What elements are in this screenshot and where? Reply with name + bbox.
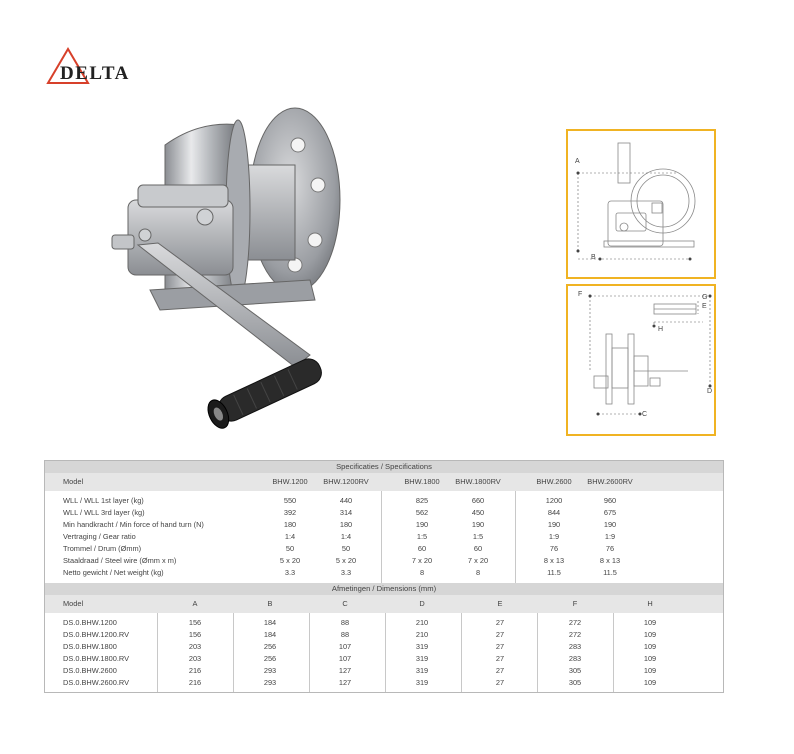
side-view-diagram	[566, 129, 716, 279]
spec-cell: 7 x 20	[467, 556, 489, 565]
logo-text: DELTA	[60, 63, 130, 84]
dimension-cell: 305	[568, 678, 582, 687]
dimension-cell: 88	[340, 618, 350, 627]
dim-header: B	[267, 599, 273, 608]
dim-header: A	[192, 599, 198, 608]
dimension-cell: 256	[263, 642, 277, 651]
spec-cell: 562	[415, 508, 429, 517]
spec-row	[45, 495, 723, 507]
spec-cell: 50	[285, 544, 295, 553]
spec-row	[45, 531, 723, 543]
dimension-cell: 319	[415, 666, 429, 675]
dimension-cell: 210	[415, 630, 429, 639]
specs-header-row	[45, 473, 723, 491]
spec-cell: 180	[283, 520, 297, 529]
dimension-cell: 293	[263, 678, 277, 687]
diagram-label-a: A	[575, 158, 580, 165]
specs-title: Specificaties / Specifications	[45, 461, 723, 473]
specs-model-header: BHW.2600	[536, 477, 572, 486]
spec-cell: 825	[415, 496, 429, 505]
spec-cell: 392	[283, 508, 297, 517]
spec-cell: 960	[603, 496, 617, 505]
diagram-label-h: H	[658, 326, 664, 333]
spec-cell: 1:9	[604, 532, 616, 541]
spec-cell: 1200	[545, 496, 563, 505]
dimension-cell: 156	[188, 618, 202, 627]
dimension-row	[45, 629, 723, 641]
spec-cell: 190	[471, 520, 485, 529]
spec-row	[45, 519, 723, 531]
spec-cell: 11.5	[603, 568, 617, 577]
dim-header: H	[647, 599, 653, 608]
diagram-label-d: D	[707, 388, 713, 395]
spec-row-label: Min handkracht / Min force of hand turn (N)	[63, 520, 204, 529]
spec-row-label: WLL / WLL 3rd layer (kg)	[63, 508, 145, 517]
dimension-cell: 88	[340, 630, 350, 639]
spec-row	[45, 567, 723, 579]
dimension-cell: 272	[568, 618, 582, 627]
spec-row-label: Vertraging / Gear ratio	[63, 532, 136, 541]
spec-cell: 190	[603, 520, 617, 529]
dimension-cell: 109	[643, 642, 657, 651]
dimension-cell: 319	[415, 642, 429, 651]
spec-row-label: Netto gewicht / Net weight (kg)	[63, 568, 164, 577]
dimension-cell: 156	[188, 630, 202, 639]
spec-cell: 76	[549, 544, 559, 553]
spec-cell: 660	[471, 496, 485, 505]
spec-cell: 190	[415, 520, 429, 529]
dimension-cell: 319	[415, 654, 429, 663]
dimension-row	[45, 653, 723, 665]
spec-cell: 3.3	[340, 568, 352, 577]
spec-cell: 60	[417, 544, 427, 553]
dimension-cell: 109	[643, 666, 657, 675]
spec-cell: 5 x 20	[335, 556, 357, 565]
dim-header: D	[419, 599, 425, 608]
diagram-label-c: C	[642, 411, 648, 418]
dimension-cell: 109	[643, 618, 657, 627]
dimension-model: DS.0.BHW.1800	[63, 642, 117, 651]
dimension-cell: 283	[568, 654, 582, 663]
spec-cell: 5 x 20	[279, 556, 301, 565]
dimensions-rows	[45, 613, 723, 692]
spec-cell: 3.3	[284, 568, 296, 577]
dimension-model: DS.0.BHW.1800.RV	[63, 654, 129, 663]
dimension-cell: 27	[495, 654, 505, 663]
spec-cell: 50	[341, 544, 351, 553]
dimension-cell: 27	[495, 618, 505, 627]
spec-cell: 844	[547, 508, 561, 517]
spec-table	[44, 460, 724, 693]
spec-row-label: Staaldraad / Steel wire (Ømm x m)	[63, 556, 177, 565]
dimension-cell: 283	[568, 642, 582, 651]
dimension-cell: 203	[188, 642, 202, 651]
dimensions-title: Afmetingen / Dimensions (mm)	[45, 583, 723, 595]
dimension-row	[45, 677, 723, 689]
dimension-cell: 216	[188, 666, 202, 675]
specs-rows	[45, 491, 723, 583]
spec-row	[45, 555, 723, 567]
dim-header: E	[497, 599, 503, 608]
spec-cell: 7 x 20	[411, 556, 433, 565]
dimension-cell: 109	[643, 678, 657, 687]
spec-cell: 190	[547, 520, 561, 529]
dimension-model: DS.0.BHW.1200	[63, 618, 117, 627]
dim-header-model: Model	[63, 599, 84, 608]
dimension-cell: 184	[263, 618, 277, 627]
diagram-label-g: G	[702, 294, 708, 301]
dimensions-header-row	[45, 595, 723, 613]
spec-cell: 1:5	[472, 532, 484, 541]
dimension-cell: 27	[495, 630, 505, 639]
spec-cell: 314	[339, 508, 353, 517]
specs-model-header: BHW.1200RV	[323, 477, 369, 486]
dimension-row	[45, 665, 723, 677]
dimension-cell: 109	[643, 630, 657, 639]
spec-cell: 8 x 13	[599, 556, 621, 565]
spec-cell: 675	[603, 508, 617, 517]
spec-row-label: WLL / WLL 1st layer (kg)	[63, 496, 144, 505]
spec-cell: 550	[283, 496, 297, 505]
spec-cell: 1:9	[548, 532, 560, 541]
diagram-label-b: B	[591, 254, 596, 261]
dimension-cell: 109	[643, 654, 657, 663]
spec-cell: 180	[339, 520, 353, 529]
dimension-cell: 216	[188, 678, 202, 687]
spec-cell: 450	[471, 508, 485, 517]
specs-model-header: BHW.1800	[404, 477, 440, 486]
spec-cell: 8 x 13	[543, 556, 565, 565]
spec-cell: 8	[475, 568, 481, 577]
dimension-cell: 293	[263, 666, 277, 675]
dimension-cell: 27	[495, 666, 505, 675]
dimension-cell: 210	[415, 618, 429, 627]
dimension-cell: 27	[495, 678, 505, 687]
spec-cell: 440	[339, 496, 353, 505]
spec-cell: 8	[419, 568, 425, 577]
dimension-model: DS.0.BHW.1200.RV	[63, 630, 129, 639]
dimension-row	[45, 641, 723, 653]
dimension-cell: 107	[338, 654, 352, 663]
spec-cell: 1:4	[340, 532, 352, 541]
spec-cell: 1:5	[416, 532, 428, 541]
dimension-cell: 319	[415, 678, 429, 687]
dim-header: F	[572, 599, 578, 608]
dimension-model: DS.0.BHW.2600	[63, 666, 117, 675]
spec-row-label: Trommel / Drum (Ømm)	[63, 544, 142, 553]
dimension-cell: 305	[568, 666, 582, 675]
dimension-cell: 256	[263, 654, 277, 663]
dimension-cell: 107	[338, 642, 352, 651]
dimension-row	[45, 617, 723, 629]
dimension-cell: 203	[188, 654, 202, 663]
dimension-cell: 127	[338, 678, 352, 687]
diagram-label-f: F	[578, 291, 583, 298]
spec-cell: 60	[473, 544, 483, 553]
specs-model-header: BHW.2600RV	[587, 477, 633, 486]
specs-model-header: BHW.1200	[272, 477, 308, 486]
dim-header: C	[342, 599, 348, 608]
spec-cell: 1:4	[284, 532, 296, 541]
dimension-cell: 27	[495, 642, 505, 651]
specs-model-header: BHW.1800RV	[455, 477, 501, 486]
spec-row	[45, 543, 723, 555]
dimension-cell: 127	[338, 666, 352, 675]
top-view-diagram	[566, 284, 716, 436]
specs-model-label: Model	[63, 477, 84, 486]
hand-winch-image	[110, 105, 350, 445]
spec-cell: 11.5	[547, 568, 561, 577]
dimension-cell: 184	[263, 630, 277, 639]
spec-cell: 76	[605, 544, 615, 553]
delta-logo	[44, 45, 174, 87]
dimension-cell: 272	[568, 630, 582, 639]
diagram-label-e: E	[702, 303, 707, 310]
dimension-model: DS.0.BHW.2600.RV	[63, 678, 129, 687]
spec-row	[45, 507, 723, 519]
